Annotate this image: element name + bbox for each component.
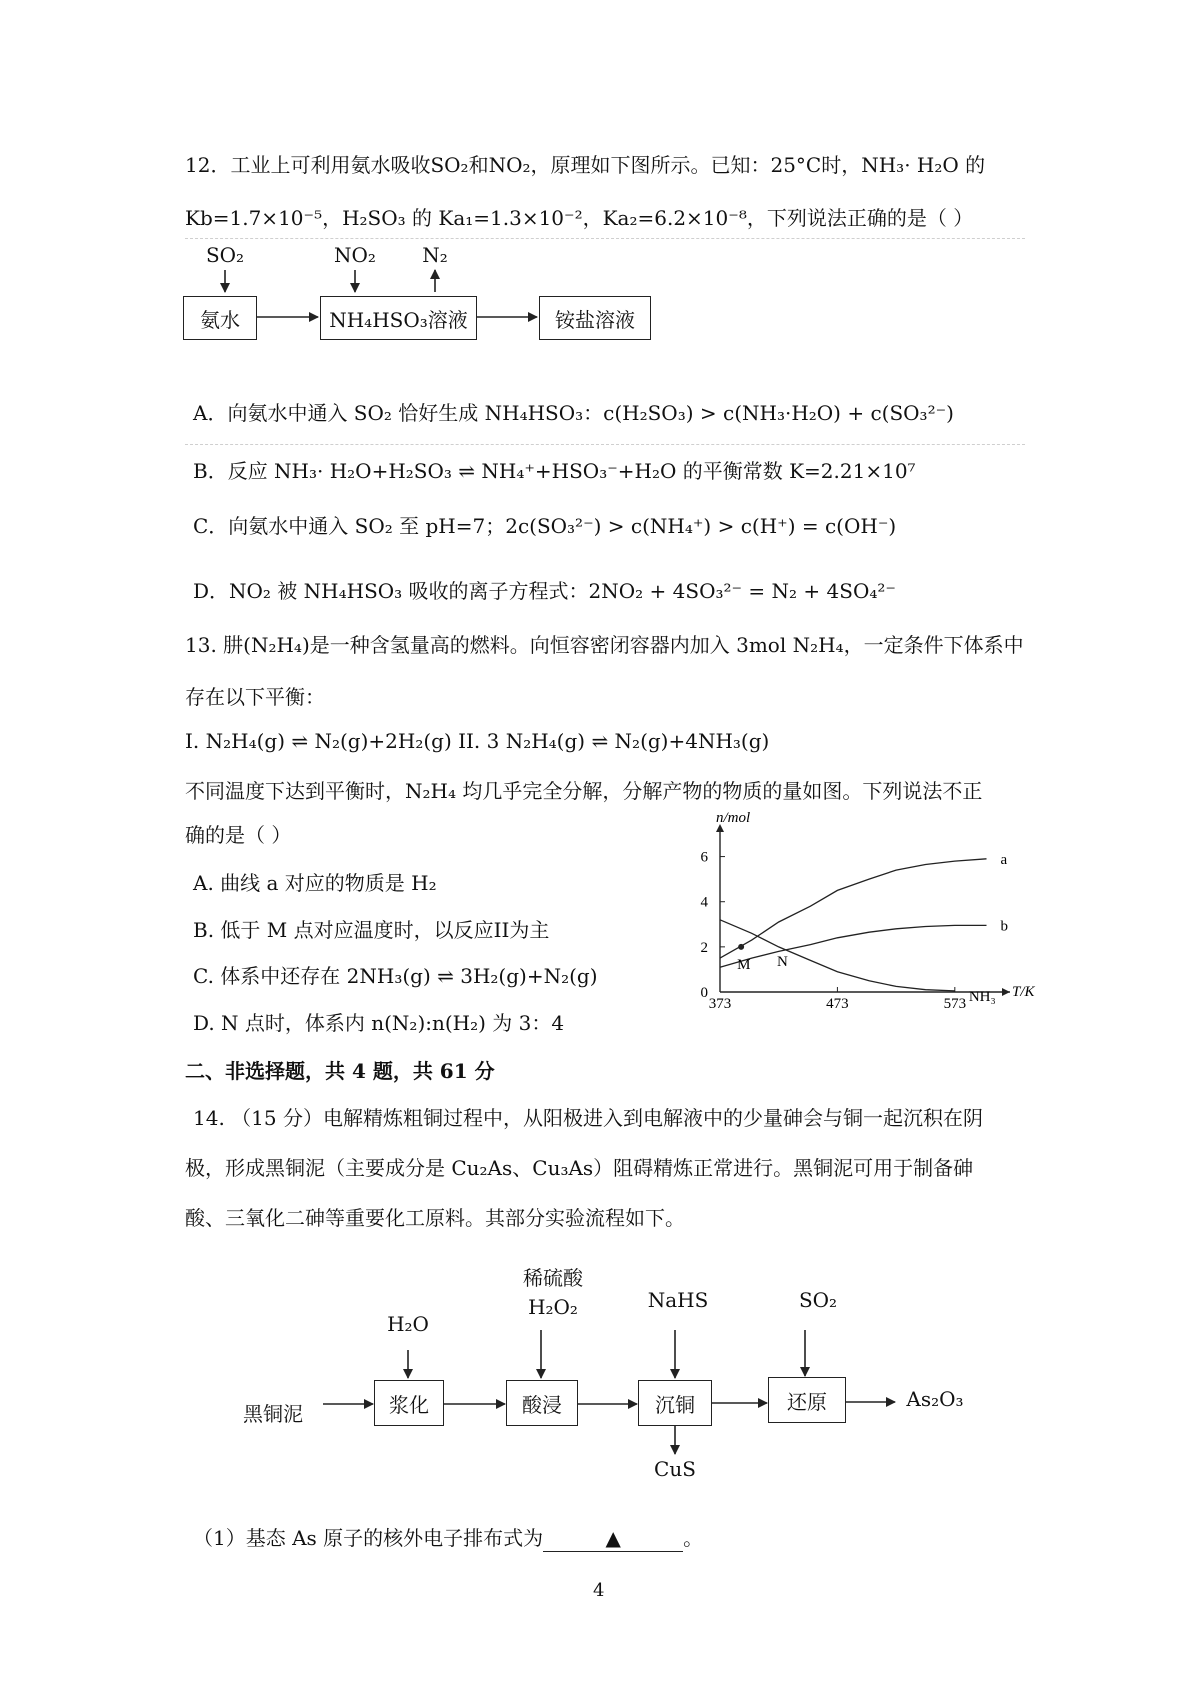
q13-line4: 确的是（ ） [185, 823, 292, 847]
point-m-label: M [737, 956, 751, 973]
q14-line1: 14. （15 分）电解精炼粗铜过程中，从阳极进入到电解液中的少量砷会与铜一起沉积在阴 [193, 1106, 983, 1130]
reagent-nahs: NaHS [647, 1288, 709, 1312]
q12-option-a: A．向氨水中通入 SO₂ 恰好生成 NH₄HSO₃：c(H₂SO₃) > c(NH₃·H₂O) + c(SO₃²⁻) [193, 401, 954, 425]
q12-line1: 12．工业上可利用氨水吸收SO₂和NO₂，原理如下图所示。已知：25°C时，NH₃· H₂O 的 [185, 153, 986, 177]
q14-sub1-suffix: 。 [683, 1526, 704, 1550]
q12-option-b: B．反应 NH₃· H₂O+H₂SO₃ ⇌ NH₄⁺+HSO₃⁻+H₂O 的平衡常数 K=2.21×10⁷ [193, 459, 916, 483]
step-reduction-box [768, 1377, 846, 1423]
point-n-label: N [777, 953, 788, 970]
step-copper-precip-box [638, 1380, 712, 1426]
step-slurry-box [374, 1380, 444, 1426]
q13-line2: 存在以下平衡： [185, 685, 325, 709]
q12-option-d: D．NO₂ 被 NH₄HSO₃ 吸收的离子方程式：2NO₂ + 4SO₃²⁻ = N₂ + 4SO₄²⁻ [193, 579, 896, 603]
x-tick-label: 573 [943, 996, 967, 1012]
y-tick-label: 0 [700, 985, 708, 1001]
q13-option-d: D. N 点时，体系内 n(N₂):n(H₂) 为 3：4 [193, 1011, 565, 1035]
series-label: NH₃ [968, 988, 996, 1005]
step-acid-leach-label: 酸浸 [522, 1392, 562, 1417]
q12-option-c: C．向氨水中通入 SO₂ 至 pH=7；2c(SO₃²⁻) > c(NH₄⁺) > c(H⁺) = c(OH⁻) [193, 514, 897, 538]
q12-line2: Kb=1.7×10⁻⁵，H₂SO₃ 的 Ka₁=1.3×10⁻²，Ka₂=6.2×10⁻⁸，下列说法正确的是（ ） [185, 206, 974, 230]
y-tick-label: 6 [700, 849, 708, 866]
y-tick-label: 2 [700, 939, 708, 956]
flow-start-label: 黑铜泥 [243, 1402, 303, 1426]
flow-product-label: As₂O₃ [906, 1387, 964, 1411]
step-reduction-label: 还原 [787, 1389, 827, 1414]
reagent-h2o: H₂O [387, 1312, 429, 1336]
x-axis-arrow [1002, 988, 1010, 996]
q13-line1: 13. 肼(N₂H₄)是一种含氢量高的燃料。向恒容密闭容器内加入 3mol N₂H₄，一定条件下体系中 [185, 633, 1024, 657]
flow-input-no2: NO₂ [334, 243, 376, 267]
y-tick-label: 4 [700, 894, 708, 911]
x-tick-label: 373 [708, 996, 732, 1012]
flow-box-ammonia-label: 氨水 [200, 307, 240, 332]
q14-line3: 酸、三氧化二砷等重要化工原料。其部分实验流程如下。 [185, 1206, 685, 1230]
q13-equilibrium-chart [680, 810, 1040, 1022]
flow-output-n2: N₂ [422, 243, 448, 267]
reagent-dilute-sulfuric-acid: 稀硫酸 [523, 1266, 583, 1290]
q14-sub1-prefix: （1）基态 As 原子的核外电子排布式为 [193, 1526, 544, 1550]
q13-line3: 不同温度下达到平衡时，N₂H₄ 均几乎完全分解，分解产物的物质的量如图。下列说法不正 [185, 779, 983, 803]
series-line-1 [720, 925, 987, 967]
flow-box-ammonia [183, 296, 257, 340]
q13-option-b: B. 低于 M 点对应温度时，以反应II为主 [193, 918, 550, 942]
reagent-h2o2: H₂O₂ [528, 1295, 578, 1319]
step-copper-precip-label: 沉铜 [655, 1392, 695, 1417]
x-tick-label: 473 [826, 996, 849, 1012]
point-m-marker [738, 944, 744, 950]
flow-box-nh4hso3-label: NH₄HSO₃溶液 [329, 307, 468, 332]
step-acid-leach-box [506, 1380, 578, 1426]
divider [185, 238, 1025, 239]
divider [185, 444, 1025, 445]
page-number: 4 [593, 1580, 605, 1601]
flow-input-so2: SO₂ [205, 243, 245, 267]
x-axis-label: T/K [1012, 984, 1035, 1000]
flow-box-ammonium-salt-label: 铵盐溶液 [555, 307, 635, 332]
q13-reactions: I. N₂H₄(g) ⇌ N₂(g)+2H₂(g) II. 3 N₂H₄(g) ⇌ N₂(g)+4NH₃(g) [185, 729, 770, 753]
triangle-icon: ▲ [605, 1526, 621, 1550]
q13-option-a: A. 曲线 a 对应的物质是 H₂ [193, 871, 437, 895]
series-line-2 [720, 920, 955, 991]
step-slurry-label: 浆化 [389, 1392, 429, 1417]
series-label: a [1000, 851, 1008, 868]
reagent-so2: SO₂ [798, 1288, 838, 1312]
flow-box-nh4hso3 [320, 296, 477, 340]
q14-flow-arrows [0, 1320, 1200, 1520]
flow-byproduct-label: CuS [654, 1457, 696, 1481]
y-axis-label: n/mol [716, 810, 751, 826]
q13-option-c: C. 体系中还存在 2NH₃(g) ⇌ 3H₂(g)+N₂(g) [193, 964, 598, 988]
answer-blank[interactable] [543, 1525, 683, 1552]
series-line-0 [720, 859, 987, 958]
q14-sub1 [193, 1525, 703, 1552]
flow-box-ammonium-salt [539, 296, 651, 340]
series-label: b [1000, 918, 1009, 935]
q14-line2: 极，形成黑铜泥（主要成分是 Cu₂As、Cu₃As）阻碍精炼正常进行。黑铜泥可用于制备砷 [185, 1156, 974, 1180]
section-heading: 二、非选择题，共 4 题，共 61 分 [185, 1059, 495, 1083]
